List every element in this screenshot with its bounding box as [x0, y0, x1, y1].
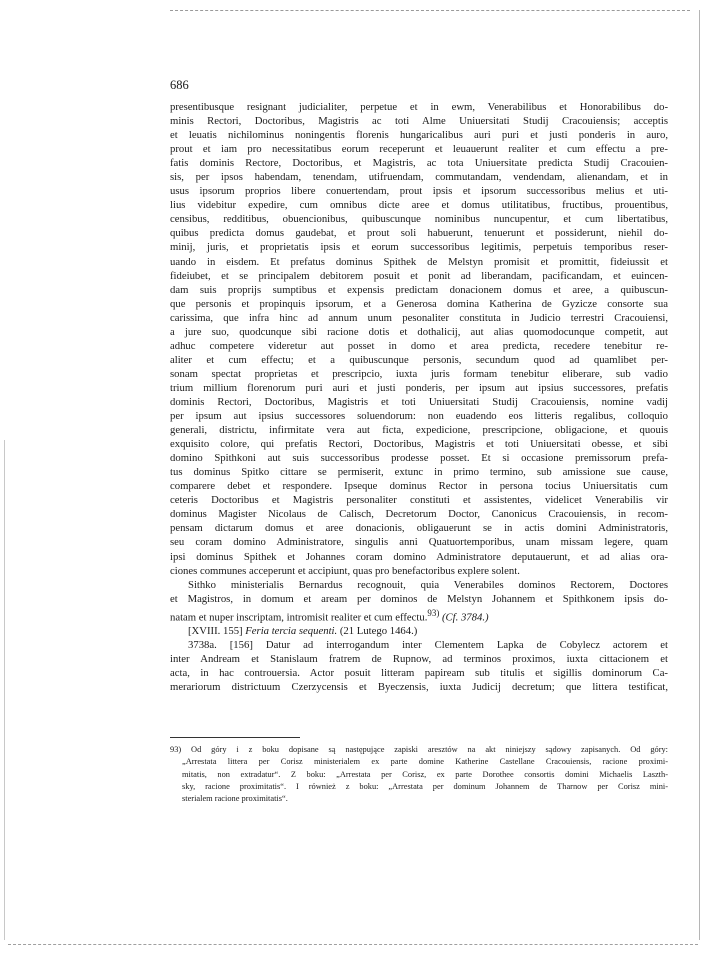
text-line: tus dominus Spitko cittare se permiserit, extunc in primo termino, sub amissione sue cause,: [170, 466, 668, 479]
cross-reference: (Cf. 3784.): [441, 611, 489, 624]
paragraph-intromission-last-line: natam et nuper inscriptam, intromisit realiter et cum effectu.$^{93)}$ (Cf. 3784.): [170, 607, 489, 624]
text-line: per ipsum aut ipsius successores soluendorum: non euadendo eos litteris regalibus, colloquio: [170, 410, 668, 423]
text-line: ipsi dominus Spithek et Johannes coram domino Administratore deputauerunt, et ad alias ora-: [170, 550, 668, 563]
text-line: fideiubet, et se principalem debitorem posuit et ponit ad liberandam, pacificandam, et euincen-: [170, 269, 668, 282]
scan-edge-right: [699, 10, 700, 940]
text-line: carissima, que infra hinc ad annum unum pesonaliter constituta in Judicio terrestri Cracouiensi,: [170, 311, 668, 324]
text-line: 3738a. [156] Datur ad interrogandum inter Clementem Lapka de Cobylecz actorem et: [188, 639, 668, 652]
footnote-line: mitatis, non extradatur“. Z boku: „Arrestata per Corisz, ex parte Dorothee consortis domini Michaelis Laszth-: [182, 769, 668, 779]
text-line: exquisito colore, qui prefatis Rectori, Doctoribus, Magistris et toti Uniuersitati obesse, et sibi: [170, 438, 668, 451]
paragraph-intromission: [170, 578, 668, 606]
text-line: fatis dominis Rectore, Doctoribus, et Magistris, ac tota Uniuersitate predicta Studij Cracouien-: [170, 157, 668, 170]
text-line: lius videbitur expedire, cum omnibus dicte aree et domus utilitatibus, fructibus, prouentibus,: [170, 199, 668, 212]
text-line: sis, per ipsos habendam, tenendam, utifruendam, commutandam, vendendam, alienandam, et in: [170, 171, 668, 184]
text-line: uando in eisdem. Et prefatus dominus Spithek de Melstyn promisit et promittit, fideiussit et: [170, 255, 668, 268]
text-line: minij, juris, et proprietatis ipsis et eorum successoribus legitimis, perpetuis temporibus reser-: [170, 241, 668, 254]
section-heading-number: [XVIII. 155]: [188, 625, 243, 638]
text-line: dominis Rectori, Doctoribus, Magistris et toti Uniuersitati Studij Cracouiensis, nomine vadij: [170, 395, 668, 408]
text-line: et leuatis nichilominus noningentis florenis hungaricalibus auri puri et justi ponderis in auro,: [170, 129, 668, 142]
paragraph-3738a: [170, 638, 668, 694]
text-line: trium millium florenorum puri auri et justi ponderis, per ipsum aut ipsius successores, prefatis: [170, 381, 668, 394]
text-line: domino Spithkoni aut suis successoribus prodesse posset. Et si occasione premissorum prefa-: [170, 452, 668, 465]
scan-edge-top: [170, 10, 690, 11]
text-line: dominus Magister Nicolaus de Calisch, Decretorum Doctor, Canonicus Cracouiensis, in recom-: [170, 508, 668, 521]
section-heading: [170, 624, 668, 638]
text-line: pensam dictarum domus et aree donacionis, obligauerunt se in actis domini Administratoris,: [170, 522, 668, 535]
text-line: minis Rectori, Doctoribus, Magistris ac toti Alme Uniuersitati Studij Cracouiensis; acceptis: [170, 115, 668, 128]
text-line: seu coram domino Administratore, singulis anni Quatuortemporibus, unam missam legere, quam: [170, 536, 668, 549]
text-line: inter Andream et Stanislaum fratrem de Rupnow, ad terminos proximos, iuxta cittacionem et: [170, 653, 668, 666]
text-line: Sithko ministerialis Bernardus recognouit, quia Venerabiles dominos Rectorem, Doctores: [188, 578, 668, 591]
text-line: a jure suo, quodcunque sibi racione dotis et dothalicij, aut alias quomodocunque competit, aut: [170, 325, 668, 338]
page-number: 686: [170, 78, 189, 92]
text-line: generali, districtu, infirmitate vera aut ficta, expedicione, prescripcione, obligacione, et quouis: [170, 424, 668, 437]
text-line: presentibusque resignant judicialiter, perpetue et in ewm, Venerabilibus et Honorabilibus do-: [170, 101, 668, 113]
text-line: et Magistros, in domum et aream per dominos de Melstyn Johannem et Spithkonem ipsis do-: [170, 592, 668, 605]
section-heading-date: Feria tercia sequenti.: [245, 625, 338, 638]
text-line: sonam spectat proprietas et prescripcio, iuxta juris formam tenebitur eliberare, sub vadio: [170, 367, 668, 380]
text-line: usus ipsorum proprios libere conuertendam, prout ipsis et ipsorum successoribus melius et uti-: [170, 185, 668, 198]
text-line: que personis et propinquis ipsorum, et a Generosa domina Katherina de Gyzicze consorte sua: [170, 297, 668, 310]
text-line: censibus, redditibus, obuencionibus, quibuscunque nominibus nuncupentur, et cum libertatibus,: [170, 213, 668, 226]
text-line: dam suis proprijs sumptibus et expensis predictam donacionem domus et aree, a quibuscun-: [170, 283, 668, 296]
text-line: ciones communes acceperunt et accipiunt, quas pro benefactoribus explere solent.: [170, 564, 520, 577]
footnote-line: 93) Od góry i z boku dopisane są następujące zapiski aresztów na akt niniejszy sądowy zapisanych. Od góry:: [170, 745, 668, 754]
text-line: aliter et cum effectu; et a quibuscunque personis, secundum quod ad quamlibet per-: [170, 353, 668, 366]
section-heading-conversion: (21 Lutego 1464.): [339, 625, 418, 638]
text-line: prout et iam pro necessitatibus eorum receperunt et leuauerunt realiter et cum effectu a pre-: [170, 143, 668, 156]
text-line: quibus predicta domus gaudebat, et prout soli habuerunt, tenuerunt et possiderunt, niehil do-: [170, 227, 668, 240]
scan-edge-bottom: [8, 944, 698, 945]
text-line: acta, in hac controuersia. Actor posuit litteram papiream sub titulis et sigillis dominorum Ca-: [170, 667, 668, 680]
text-line: ceteris Doctoribus et Magistris personaliter constituti et assistentes, videlicet Venerabilis vir: [170, 494, 668, 507]
footnotes: [170, 744, 668, 805]
footnote-ref: 93): [427, 607, 440, 618]
text-line: merariorum districtuum Czerzycensis et Byeczensis, iuxta Judicij decretum; que littera testificat,: [170, 681, 668, 694]
text-line: comparere debet et respondere. Ipseque dominus Rector in persona tocius Uniuersitatis cum: [170, 480, 668, 493]
footnote-divider: [170, 737, 300, 738]
paragraph-donation: [170, 100, 668, 578]
footnote-line: sky, racione proximitatis“. I również z boku: „Arrestata per dominum Johannem de Tharnow per Corisz mini-: [182, 781, 668, 791]
text-line: adhuc competere videretur aut posset in domo et area predicta, recedere tenebitur re-: [170, 339, 668, 352]
scan-edge-left: [4, 440, 5, 940]
footnote-line: sterialem racione proximitatis“.: [182, 794, 288, 804]
footnote-line: „Arrestata littera per Corisz ministerialem ex parte domine Katherine Castellane Cracouiensis, racione proximi-: [182, 757, 668, 767]
main-text: [170, 100, 668, 695]
